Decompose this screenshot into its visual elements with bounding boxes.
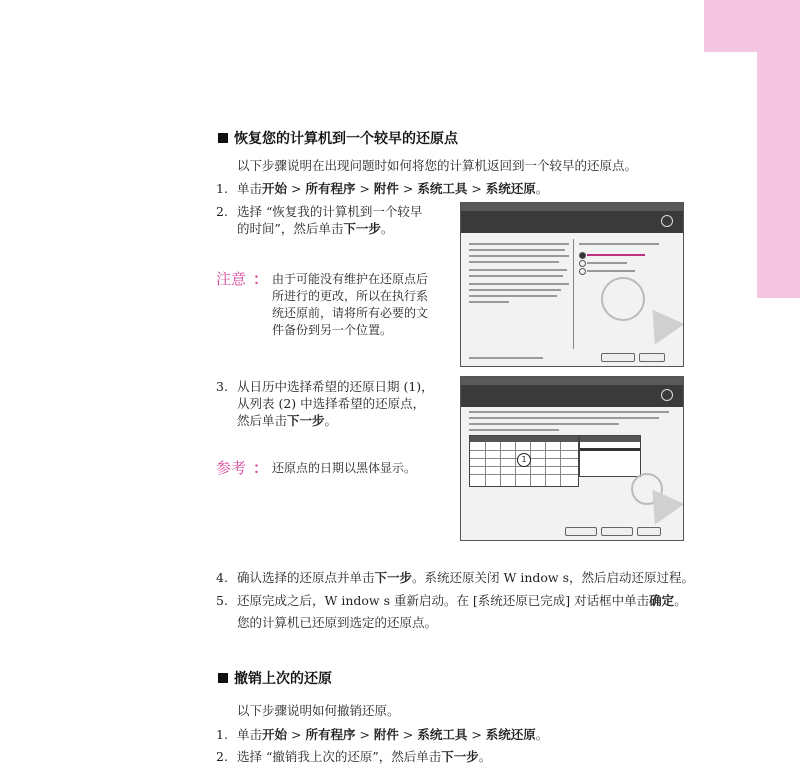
section2-intro: 以下步骤说明如何撤销还原。 xyxy=(237,703,400,718)
section2-heading-text: 撤销上次的还原 xyxy=(234,671,332,687)
section2-heading xyxy=(218,668,332,688)
reference-text: 还原点的日期以黑体显示。 xyxy=(272,461,417,475)
section1-intro: 以下步骤说明在出现问题时如何将您的计算机返回到一个较早的还原点。 xyxy=(237,158,638,173)
step2-line1: 选择 “恢复我的计算机到一个较早 xyxy=(237,204,423,219)
restore-point-list xyxy=(579,435,641,477)
step1-number: 1. xyxy=(216,181,228,196)
step2-line2: 的时间”，然后单击下一步。 xyxy=(237,221,394,236)
step3-line3: 然后单击下一步。 xyxy=(237,413,338,428)
section1-heading xyxy=(218,128,458,148)
s2-step1-number: 1. xyxy=(216,727,228,742)
step1-text: 单击开始 > 所有程序 > 附件 > 系统工具 > 系统还原。 xyxy=(237,181,549,196)
s2-step2-text: 选择 “撤销我上次的还原”，然后单击下一步。 xyxy=(237,749,492,764)
note-text: 由于可能没有维护在还原点后 所进行的更改，所以在执行系 统还原前，请将所有必要的文 件备份到另一个位置。 xyxy=(272,272,429,337)
step4-text: 确认选择的还原点并单击下一步。系统还原关闭 W indow s，然后启动还原过程。 xyxy=(237,570,694,585)
step5-number: 5. xyxy=(216,593,228,608)
section1-heading-text: 恢复您的计算机到一个较早的还原点 xyxy=(234,131,458,147)
note-label: 注意 xyxy=(216,270,247,288)
page-side-bar xyxy=(757,52,800,298)
heading-bullet-icon xyxy=(218,133,228,143)
reference-colon: ： xyxy=(253,459,269,477)
note-colon: ： xyxy=(253,270,269,288)
step3-line2: 从列表 (2) 中选择希望的还原点， xyxy=(237,396,426,411)
step4-number: 4. xyxy=(216,570,228,585)
help-icon xyxy=(661,215,673,227)
page-tab-marker xyxy=(704,0,800,52)
step2-number: 2. xyxy=(216,204,228,219)
screenshot-system-restore-welcome xyxy=(460,202,684,367)
s2-step1-text: 单击开始 > 所有程序 > 附件 > 系统工具 > 系统还原。 xyxy=(237,727,549,742)
step5-text: 还原完成之后，W indow s 重新启动。在 [系统还原已完成] 对话框中单击确定。 xyxy=(237,593,687,608)
help-icon xyxy=(661,389,673,401)
step3-line1: 从日历中选择希望的还原日期 (1)， xyxy=(237,379,434,394)
reference-label: 参考 xyxy=(216,459,247,477)
screenshot-select-restore-point xyxy=(460,376,684,541)
heading-bullet-icon xyxy=(218,673,228,683)
step5-line2: 您的计算机已还原到选定的还原点。 xyxy=(237,615,438,630)
calendar-marker: 1 xyxy=(517,453,531,467)
step3-number: 3. xyxy=(216,379,228,394)
s2-step2-number: 2. xyxy=(216,749,228,764)
